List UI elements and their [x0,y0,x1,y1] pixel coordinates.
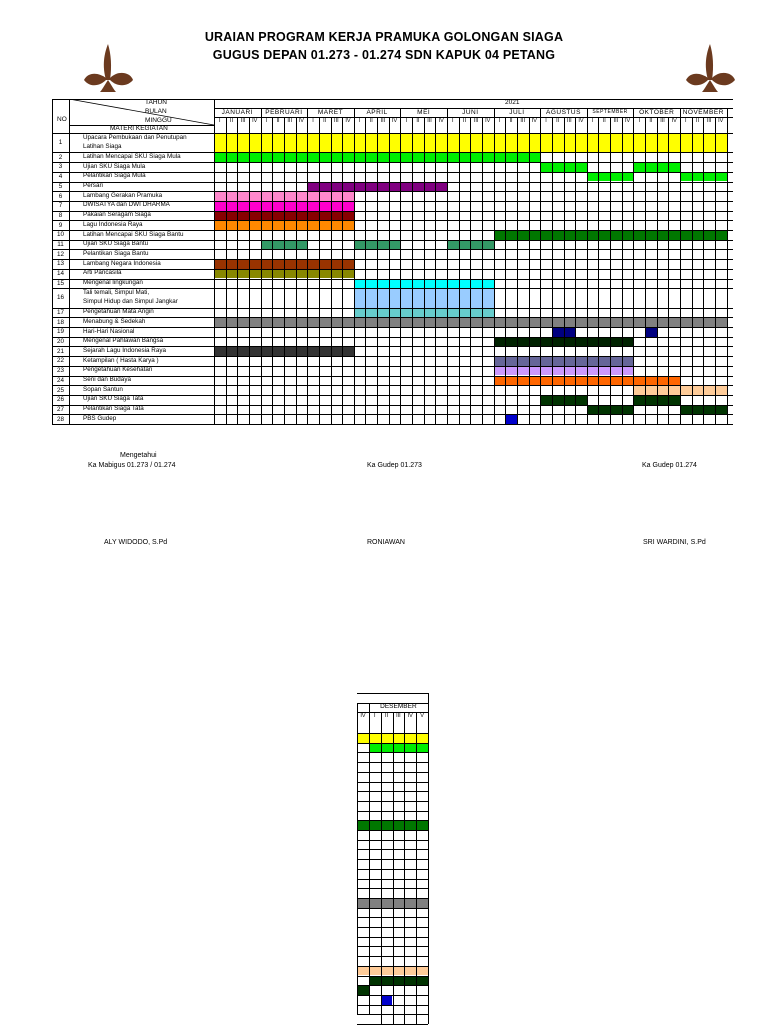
row-number: 25 [56,386,64,394]
activity-name: Simpul Hidup dan Simpul Jangkar [83,298,178,306]
month-header-pebruari: PEBRUARI [265,109,303,116]
week-label: I [452,118,454,124]
row-number: 12 [56,250,64,258]
grid-line [357,985,428,986]
activity-name: Pengetahuan Kesehatan [83,366,153,374]
week-label: II [416,118,420,124]
grid-line [357,879,428,880]
week-label: III [396,713,401,719]
activity-name: PBS Gudep [83,414,117,422]
week-label: II [695,118,699,124]
mengetahui-label: Mengetahui [120,452,157,459]
grid-line [357,801,428,802]
grid-line [357,908,428,909]
grid-line [357,772,428,773]
row-number: 8 [58,211,63,219]
ka-gudep-274-name: SRI WARDINI, S.Pd [643,539,706,546]
activity-name: Latihan Siaga [83,143,122,151]
week-label: I [498,118,501,124]
activity-name: Ujian SKU Siaga Bantu [83,240,149,248]
row-number: 13 [56,260,64,268]
week-label: IV [438,118,444,124]
activity-name: Hari-Hari Nasional [83,327,135,335]
row-number: 2 [58,153,63,161]
row-number: 16 [56,294,64,302]
grid-line [357,869,428,870]
activity-name: Ujian SKU Siaga Tata [83,395,144,403]
activity-name: Lagu Indonesia Raya [83,220,143,228]
activity-name: Sopan Santun [83,385,123,393]
activity-name: Latihan Mencapai SKU Siaga Mula [83,152,181,160]
week-label: I [591,118,594,124]
ka-gudep-273-title: Ka Gudep 01.273 [367,462,422,469]
row-number: 26 [56,396,64,404]
month-header-maret: MARET [317,109,344,116]
bulan-header: BULAN [145,108,167,115]
activity-name: Ujian SKU Siaga Mula [83,162,146,170]
row-number: 28 [56,415,64,423]
row-number: 3 [58,163,63,171]
activity-name: Upacara Pembukaan dan Penutupan [83,133,187,141]
week-label: IV [578,118,584,124]
row-number: 21 [56,347,64,355]
grid-line [357,782,428,783]
row-number: 19 [56,328,64,336]
row-number: 4 [58,173,63,181]
week-label: IV [718,118,724,124]
activity-name: Lambang Negara Indonesia [83,259,161,267]
activity-name: Mengenal lingkungan [83,279,143,286]
activity-name: Lambang Gerakan Pramuka [83,191,163,199]
ka-gudep-273-name: RONIAWAN [367,539,405,546]
grid-line [357,693,428,694]
week-label: I [405,118,407,124]
title-line-2: GUGUS DEPAN 01.273 - 01.274 SDN KAPUK 04 PETANG [212,48,556,62]
row-number: 24 [56,376,64,384]
activity-name: Latihan Mencapai SKU Siaga Bantu [83,230,184,238]
week-label: I [219,118,221,124]
week-label: III [334,118,339,124]
week-label: II [369,118,373,124]
week-label: IV [391,118,398,124]
minggu-header: MINGGU [145,117,172,124]
week-label: III [613,118,619,124]
week-label: III [473,118,479,124]
week-label: II [556,118,560,124]
row-number: 7 [58,202,63,210]
activity-name: Seni dan Budaya [83,376,131,383]
month-header-oktober: OKTOBER [639,109,675,116]
week-label: IV [298,118,304,124]
title-line-1: URAIAN PROGRAM KERJA PRAMUKA GOLONGAN SIAGA [204,30,564,44]
row-number: 23 [56,367,64,375]
grid-line [357,791,428,792]
activity-bar [381,995,393,1005]
grid-line [357,898,428,899]
week-label: IV [345,118,351,124]
week-label: II [276,118,280,124]
week-label: II [229,118,233,124]
grid-line [357,1005,428,1006]
month-header-agustus: AGUSTUS [546,109,581,116]
month-header-september: SEPTEMBER [592,109,628,115]
week-label: I [312,118,314,124]
grid-line [357,743,428,744]
row-number: 27 [56,405,64,413]
grid-line [357,849,428,850]
materi-header: MATERI KEGIATAN [110,125,168,132]
grid-line [357,820,428,821]
week-label: IV [252,118,258,124]
row-number: 6 [58,192,63,200]
row-number: 17 [56,308,64,316]
row-number: 5 [58,182,63,190]
activity-name: Pengetahuan Mata Angin [83,308,154,316]
activity-name: Sejarah Lagu Indonesia Raya [83,346,166,354]
month-header-mei: MEI [417,109,431,116]
activity-bar [369,976,428,986]
activity-name: DWISATYA dan DWI DHARMA [83,201,170,209]
grid-line [357,956,428,957]
grid-line [357,946,428,947]
ka-gudep-274-title: Ka Gudep 01.274 [642,462,697,469]
grid-line [357,995,428,996]
activity-name: Pakaian Seragam Siaga [83,211,151,219]
ka-mabigus-title: Ka Mabigus 01.273 / 01.274 [88,462,176,469]
grid-line [357,937,428,938]
no-header: NO [57,116,67,123]
week-label: V [420,713,424,719]
activity-bar [369,743,428,753]
activity-name: Pelantikan Siaga Tata [83,405,144,413]
month-header-april: APRIL [366,109,388,116]
grid-line [428,693,429,1024]
grid-line [357,966,428,967]
row-number: 1 [58,139,63,147]
row-number: 9 [58,221,63,229]
week-label: IV [360,713,366,719]
week-label: I [638,118,640,124]
week-label: IV [671,118,677,124]
week-label: III [380,118,386,124]
grid-line [357,733,428,734]
activity-name: Arti Pancasila [83,269,122,277]
grid-line [357,752,428,753]
activity-name: Menabung & Sedekah [83,317,146,325]
grid-line [357,1014,428,1015]
grid-line [357,888,428,889]
activity-name: Tali temali, Simpul Mati, [83,288,150,296]
week-label: II [602,118,606,124]
year-header: 2021 [505,99,520,106]
activity-bar [357,985,369,995]
week-label: III [520,118,525,124]
grid-line [357,830,428,831]
week-label: IV [531,118,537,124]
week-label: II [385,713,389,719]
week-label: I [545,118,547,124]
week-label: II [323,118,327,124]
month-header-juli: JULI [509,109,525,116]
week-label: III [567,118,572,124]
ka-mabigus-name: ALY WIDODO, S.Pd [104,539,168,546]
week-label: I [358,118,361,124]
week-label: III [660,118,665,124]
month-header-juni: JUNI [462,109,479,116]
row-number: 11 [57,241,64,249]
week-label: III [240,118,246,124]
activity-name: Persari [83,182,103,189]
row-number: 15 [56,279,64,287]
week-label: II [649,118,653,124]
tahun-header: TAHUN [145,99,167,106]
grid-line [357,840,428,841]
grid-line [357,976,428,977]
week-label: IV [407,713,413,719]
month-header-desember: DESEMBER [380,703,417,710]
row-number: 14 [56,270,64,278]
row-number: 22 [56,357,64,365]
week-label: IV [624,118,631,124]
week-label: III [287,118,292,124]
row-number: 18 [56,318,64,326]
grid-line [357,917,428,918]
month-header-november: NOVEMBER [682,109,724,116]
grid-line [357,859,428,860]
month-header-januari: JANUARI [221,109,253,116]
grid-line [357,927,428,928]
grid-line [357,811,428,812]
week-label: I [265,118,268,124]
week-label: III [706,118,712,124]
week-label: II [509,118,513,124]
row-number: 10 [56,231,64,239]
week-label: III [427,118,432,124]
activity-name: Ketampilan ( Hasta Karya ) [83,356,159,364]
week-label: I [685,118,687,124]
grid-line [357,762,428,763]
week-label: II [462,118,466,124]
week-label: I [373,713,376,719]
row-number: 20 [56,338,64,346]
activity-name: Pelantikan Siaga Mula [83,172,146,180]
activity-name: Pelantikan Siaga Bantu [83,249,149,257]
activity-name: Mengenal Pahlawan Bangsa [83,337,164,345]
week-label: IV [485,118,491,124]
